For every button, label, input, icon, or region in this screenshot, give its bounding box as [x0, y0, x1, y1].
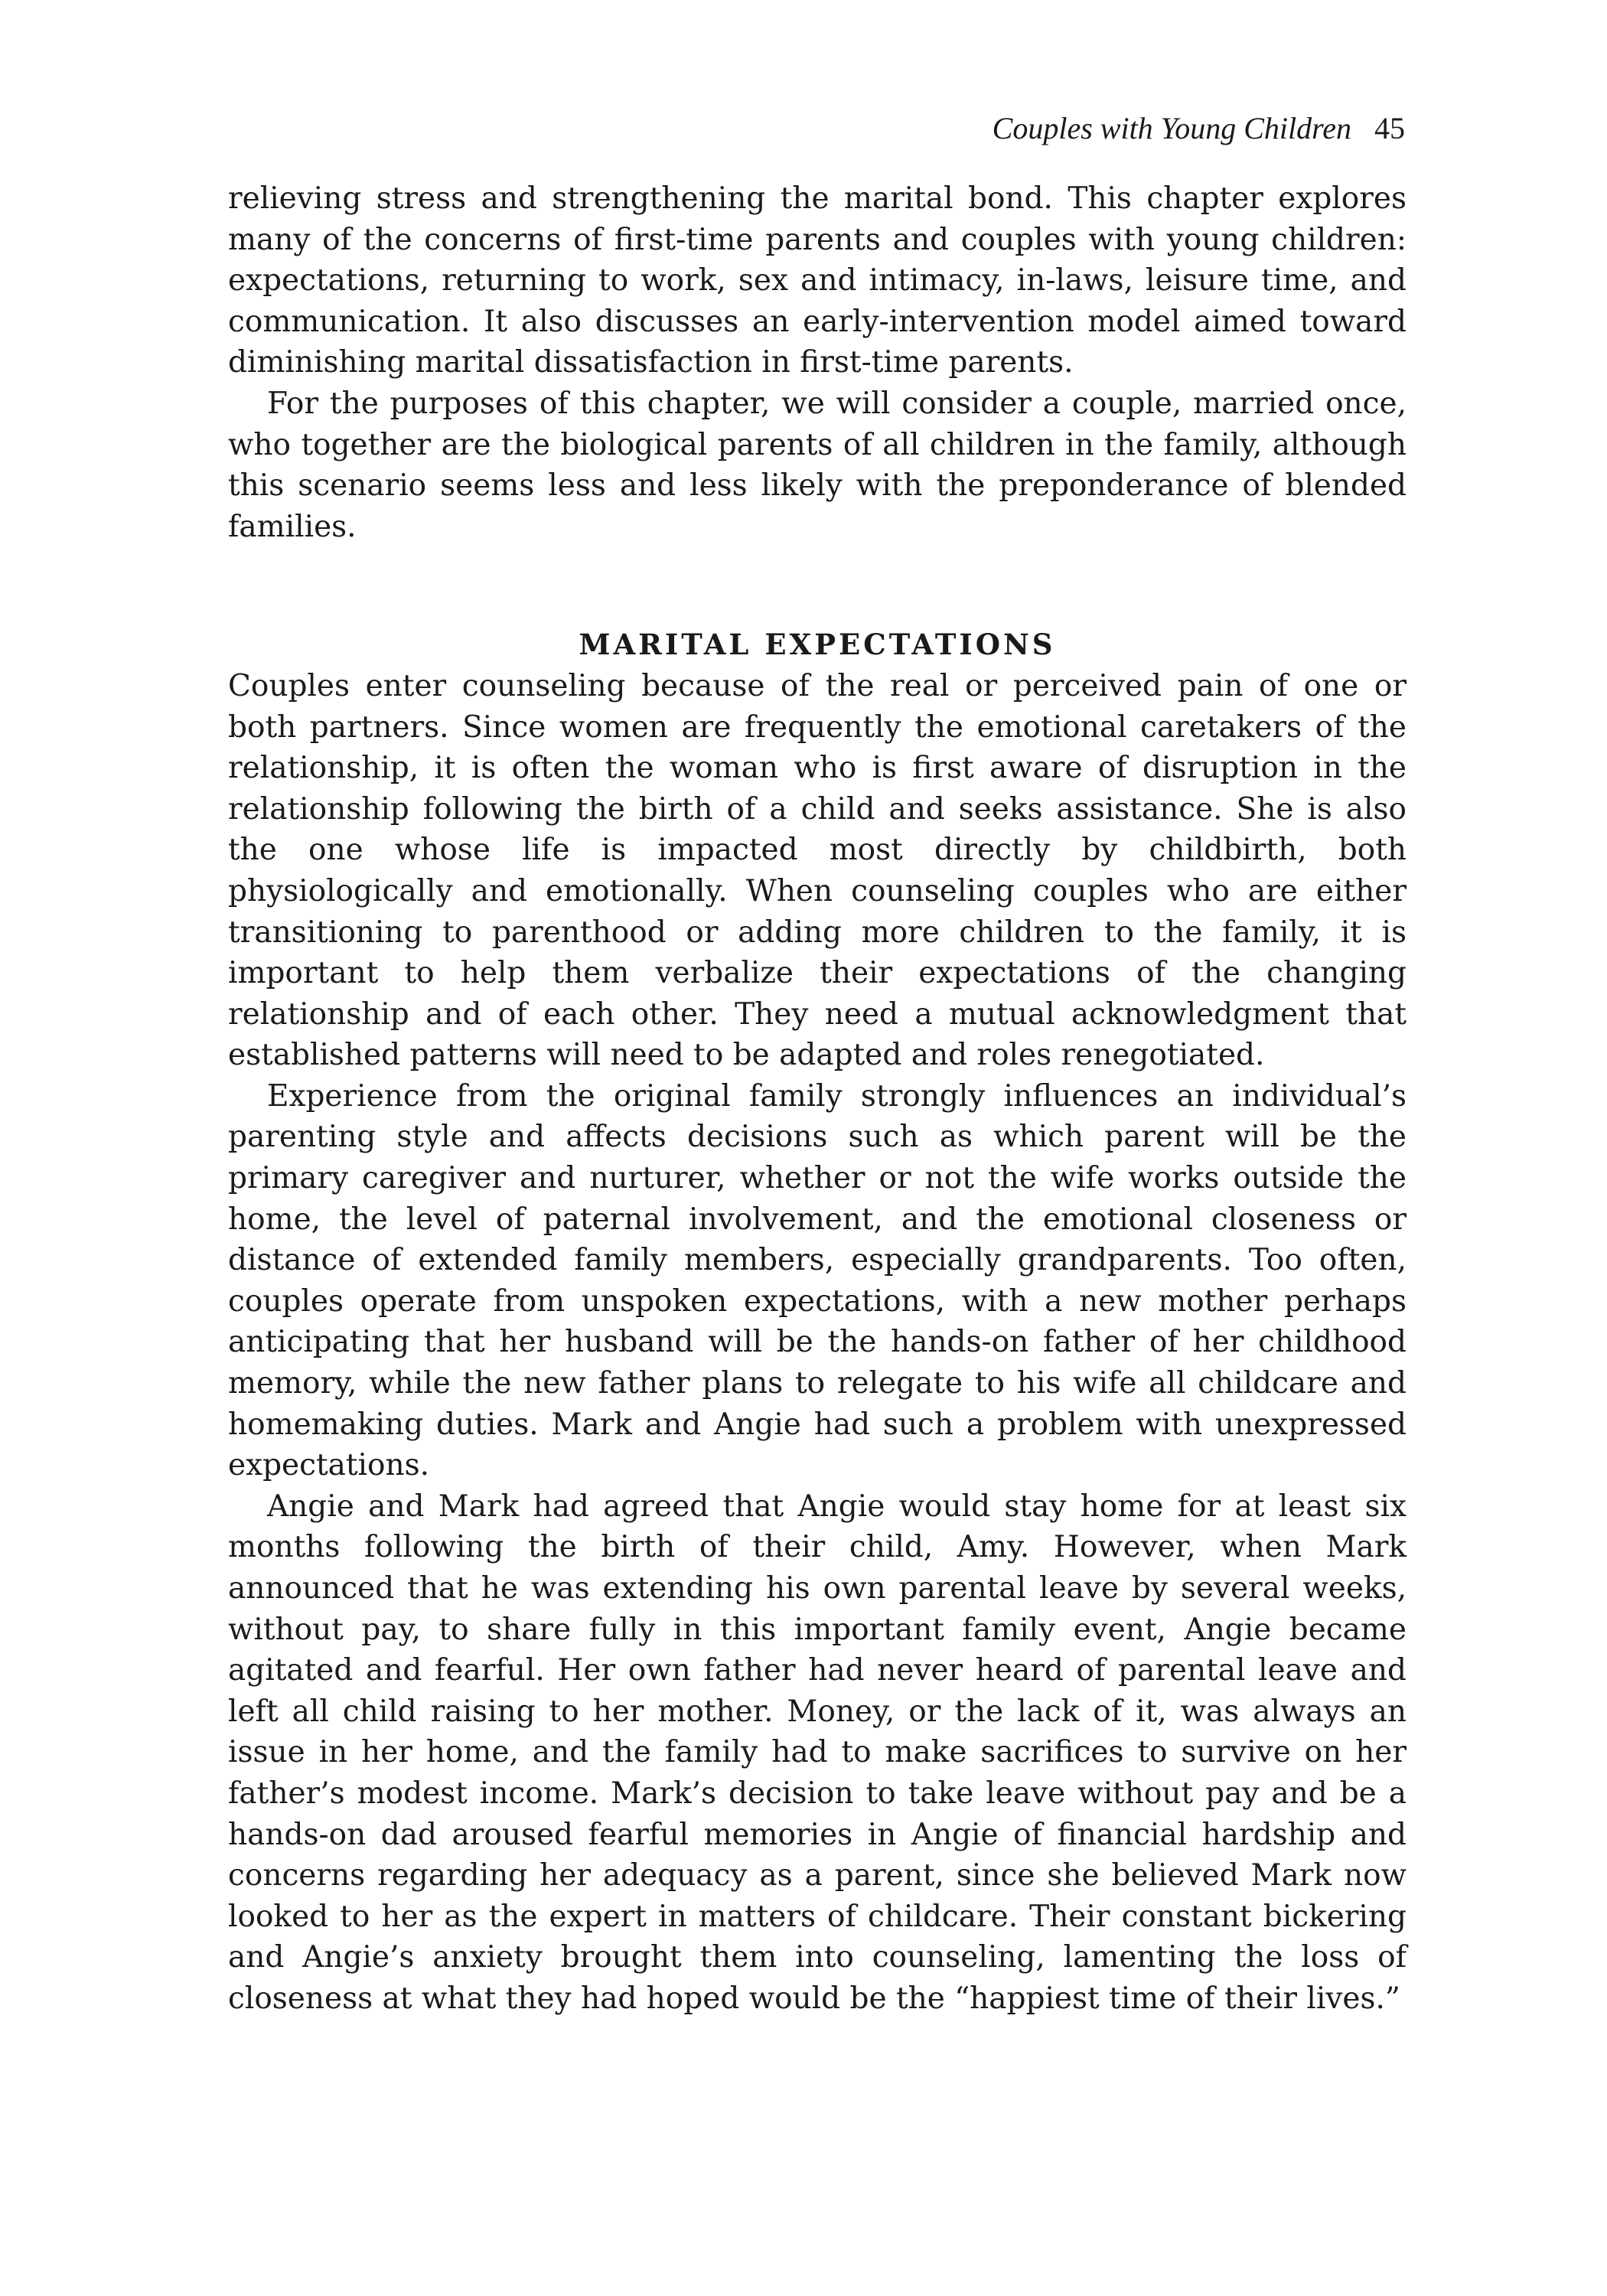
section-paragraph-1: Couples enter counseling because of the real or perceived pain of one or both partners. Since women are frequently the emotional caretakers of the relationship, it is often the woman who is first aware of disruption in the relationship following the birth of a child and seeks assistance. She is also the one whose life is impacted most directly by childbirth, both physiologically and emotionally. When counseling couples who are either transitioning to parenthood or adding more children to the family, it is important to help them verbalize their expectations of the changing relationship and of each other. They need a mutual acknowledgment that established patterns will need to be adapted and roles renegotiated.	[228, 668, 1407, 1073]
page-number: 45	[1374, 111, 1405, 145]
running-head-title: Couples with Young Children	[992, 111, 1351, 145]
running-head	[230, 109, 1405, 148]
body-text	[228, 178, 1407, 2020]
intro-paragraph-1: relieving stress and strengthening the marital bond. This chapter explores many of the concerns of first-time parents and couples with young children: expectations, returning to work, sex and intimacy, in-laws, leisure time, and communication. It also discusses an early-intervention model aimed toward diminishing marital dissatisfaction in first-time parents.	[228, 181, 1407, 380]
intro-paragraph-2: For the purposes of this chapter, we will consider a couple, married once, who together are the biological parents of all children in the family, although this scenario seems less and less likely with the preponderance of blended families.	[228, 386, 1407, 544]
section-paragraph-2: Experience from the original family strongly influences an individual’s parenting style and affects decisions such as which parent will be the primary caregiver and nurturer, whether or not the wife works outside the home, the level of paternal involvement, and the emotional closeness or distance of extended family members, especially grandparents. Too often, couples operate from unspoken expectations, with a new mother perhaps anticipating that her husband will be the hands-on father of her childhood memory, while the new father plans to relegate to his wife all childcare and homemaking duties. Mark and Angie had such a problem with unexpressed expectations.	[228, 1078, 1407, 1483]
section-heading: MARITAL EXPECTATIONS	[579, 628, 1056, 662]
section-paragraph-3: Angie and Mark had agreed that Angie would stay home for at least six months following the birth of their child, Amy. However, when Mark announced that he was extending his own parental leave by several weeks, without pay, to share fully in this important family event, Angie became agitated and fearful. Her own father had never heard of parental leave and left all child raising to her mother. Money, or the lack of it, was always an issue in her home, and the family had to make sacrifices to survive on her father’s modest income. Mark’s decision to take leave without pay and be a hands-on dad aroused fearful memories in Angie of financial hardship and concerns regarding her adequacy as a parent, since she believed Mark now looked to her as the expert in matters of childcare. Their constant bickering and Angie’s anxiety brought them into counseling, lamenting the loss of closeness at what they had hoped would be the “happiest time of their lives.”	[228, 1489, 1407, 2016]
